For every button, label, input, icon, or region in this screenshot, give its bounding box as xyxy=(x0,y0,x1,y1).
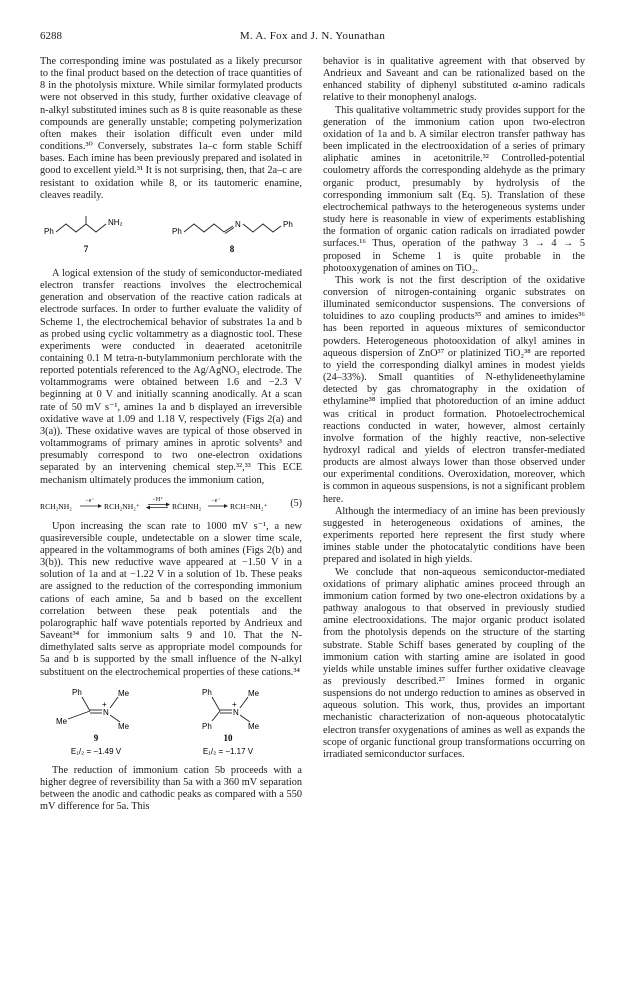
structure-7-nh2: NH₂ xyxy=(108,217,123,227)
paragraph-imine-intermediacy: Although the intermediacy of an imine has been previously suggested in heterogeneous oxidations of amines, the experiments reported here represent the first study where imines stable under the photocatalytic conditions have been prepared and isolated in high yields. xyxy=(323,505,585,566)
eq-species-1: RCH₂NH₂ xyxy=(40,501,72,511)
structure-10-ph-top: Ph xyxy=(202,687,212,697)
paragraph-prior-work: This work is not the first description of the oxidative conversion of nitrogen-containing organic substrates on illuminated semiconductor suspensions. The conversions of toluidines to azo coupling products³⁵ and amines to imides³⁶ has been reported in aqueous mixtures of semiconductor powders. Heterogeneous photooxidation of alkyl amines in aqueous dispersion of ZnO³⁷ or platinized TiO₂³⁸ are reported to yield the corresponding dialkyl amines in modest yields (24–33%). Small quantities of N-ethylideneethylamine detected by gas chromatography in the oxidation of ethylamine³⁸ implied that photoreduction of an imine adduct was critical in product formation. Photoelectrochemical reactions conducted in water, however, almost certainly involve formation of the highly reactive, non-selective hydroxyl radical and yields of electron transfer-mediated products are almost always lower than those observed under our experimental conditions. Overoxidation, moreover, which is common in aqueous suspensions, is not a significant problem here. xyxy=(323,274,585,505)
structure-9-plus: + xyxy=(102,699,107,709)
structure-10-ph-bottom: Ph xyxy=(202,721,212,731)
compound-number-7: 7 xyxy=(83,243,89,254)
equation-5-scheme xyxy=(40,493,272,515)
paragraph-conclusion: We conclude that non-aqueous semiconductor-mediated oxidations of primary aliphatic amines proceed through an immonium cation formed by two one-electron oxidations by a pathway analogous to that observed in previously studied amine electrooxidations. The major organic product isolated from the photolysis depends on the structure of the starting substrate. Stable Schiff bases generated by coupling of the immonium cation with starting amine are isolated in good yields while unstable imines suffer further oxidative cleavage as previously described.²⁷ Imines formed in organic suspensions do not undergo reduction to amines as observed in aqueous solution. This work, thus, provides an important mechanistic characterization of non-aqueous photocatalytic electron transfer oxygenations of amines as well as expands the scope of organic functional group transformations occurring on irradiated semiconductor surfaces. xyxy=(323,566,585,760)
structure-10-me-bottom: Me xyxy=(248,721,260,731)
running-title: M. A. Fox and J. N. Younathan xyxy=(239,30,386,42)
structure-9-ph: Ph xyxy=(72,687,82,697)
structures-7-8-drawing xyxy=(40,208,302,264)
page-header xyxy=(40,30,585,46)
eq-arrow-2-label: −H⁺ xyxy=(152,496,164,503)
structures-9-10 xyxy=(40,685,302,761)
compound-number-10: 10 xyxy=(223,732,233,743)
eq-species-4: RCH=NH₂⁺ xyxy=(230,501,268,511)
compound-number-8: 8 xyxy=(229,243,235,254)
structure-9 xyxy=(56,688,130,756)
structure-8 xyxy=(172,220,293,254)
structure-10-potential: E₁/₂ = −1.17 V xyxy=(202,746,254,756)
structure-10 xyxy=(202,688,260,756)
paragraph-qualitative-agreement: behavior is in qualitative agreement with that observed by Andrieux and Saveant and can be rationalized based on the enhanced stability of diphenyl substituted α-amino radicals relative to their monophenyl analogs. xyxy=(323,56,585,104)
eq-arrow-1-label: −e⁻ xyxy=(85,497,95,504)
eq-species-3: RĊHNH₂ xyxy=(172,501,202,511)
structure-8-ph-left: Ph xyxy=(172,226,182,236)
structure-7-ph: Ph xyxy=(44,226,54,236)
structure-9-n: N xyxy=(103,707,109,717)
right-column xyxy=(323,56,585,761)
structure-7 xyxy=(44,216,123,254)
structure-10-me-top: Me xyxy=(248,688,260,698)
paragraph-electrochemistry: A logical extension of the study of semiconductor-mediated electron transfer reactions involves the electrochemical generation and observation of the reactive cation radicals at electrode surfaces. In order to further evaluate the validity of Scheme 1, the electrochemical behavior of substrates 1a and b as probed using cyclic voltammetry as a diagnostic tool. These experiments were conducted in deaerated acetonitrile containing 0.1 M tetra-n-butylammonium perchlorate with the reported potentials referenced to the Ag/AgNO₃ electrode. The voltammograms were obtained between 1.6 and −2.3 V beginning at 0 V and initially scanning anodically. At a scan rate of 50 mV s⁻¹, amines 1a and b displayed an irreversible oxidative wave at 1.09 and 1.18 V, respectively (Figs 2(a) and 3(a)). These oxidative waves are typical of those observed in voltammograms of primary amines in aprotic solvents³ and presumably correspond to two one-electron oxidations separated by an intervening chemical step.³²,³³ This ECE mechanism ultimately produces the immonium cation, xyxy=(40,267,302,486)
left-column xyxy=(40,56,302,813)
structure-9-me-left: Me xyxy=(56,716,68,726)
paragraph-imine-precursor: The corresponding imine was postulated as a likely precursor to the final product based on the detection of trace quantities of 8 in the photolysis mixture. While similar formylated products were not observed in this study, further oxidative cleavage of n-alkyl substituted imines such as 8 is quite reasonable as these compounds are generally unstable; competing polymerization often makes their isolation difficult even under mild conditions.³⁰ Conversely, substrates 1a–c form stable Schiff bases. Each imine has been previously prepared and isolated in good to excellent yield.³¹ It is not surprising, then, that 2a–c are resistant to oxidation while 8, or its tautomeric enamine, cleaves readily. xyxy=(40,56,302,201)
structures-9-10-drawing xyxy=(40,685,302,761)
equation-number: (5) xyxy=(290,497,302,509)
structure-9-me-top: Me xyxy=(118,688,130,698)
equation-5 xyxy=(40,493,302,515)
structures-7-8 xyxy=(40,208,302,264)
structure-8-ph-right: Ph xyxy=(283,219,293,229)
structure-9-me-bottom: Me xyxy=(118,721,130,731)
eq-arrow-3-label: −e⁻ xyxy=(211,497,221,504)
paragraph-scan-rate: Upon increasing the scan rate to 1000 mV s⁻¹, a new quasireversible couple, undetectable on a slower time scale, appeared in the voltammograms of both amines (Figs 2(b) and 3(b)). This new reductive wave appeared at −1.50 V in a solution of 1a and at −1.22 V in a solution of 1b. These peaks are assigned to the reduction of the corresponding immonium cations of each amine, 5a and b based on the excellent correlation between these peak potentials and the polarographic half wave potentials reported by Andrieux and Saveant³⁴ for immonium salts 9 and 10. That the N-dimethylated salts serve as appropriate model compounds for 5a and b is supported by the small influence of the N-alkyl substituent on the electrochemical properties of these cations.³⁴ xyxy=(40,520,302,678)
structure-10-plus: + xyxy=(232,699,237,709)
structure-9-potential: E₁/₂ = −1.49 V xyxy=(70,746,122,756)
eq-species-2: RCH₂NH₂⁺ xyxy=(104,501,140,511)
paragraph-reversibility: The reduction of immonium cation 5b proceeds with a higher degree of reversibility than 5a with a 360 mV separation between the anodic and cathodic peaks as compared with a 550 mV difference for 5a. This xyxy=(40,764,302,813)
structure-10-n: N xyxy=(233,707,239,717)
structure-8-n: N xyxy=(235,219,241,229)
compound-number-9: 9 xyxy=(93,732,99,743)
page-number: 6288 xyxy=(40,30,62,42)
paragraph-voltammetric-study: This qualitative voltammetric study provides support for the generation of the immonium cation upon two-electron oxidation of 1a and b. A similar electron transfer pathway has been implicated in the electrooxidation of a series of primary aliphatic amines in acetonitrile.³² Controlled-potential coulometry affords the corresponding aldehyde as the primary organic product, presumably by hydrolysis of the corresponding immonium salt (Eq. 5). Translation of these electrochemical pathways to the heterogeneous systems under study here is reasonable in view of experiments establishing the formation of organic cation radicals on irradiated powder surfaces.¹⁶ Thus, operation of the pathway 3 → 4 → 5 proposed in Scheme 1 is quite probable in the photooxygenation of amines on TiO₂. xyxy=(323,104,585,274)
